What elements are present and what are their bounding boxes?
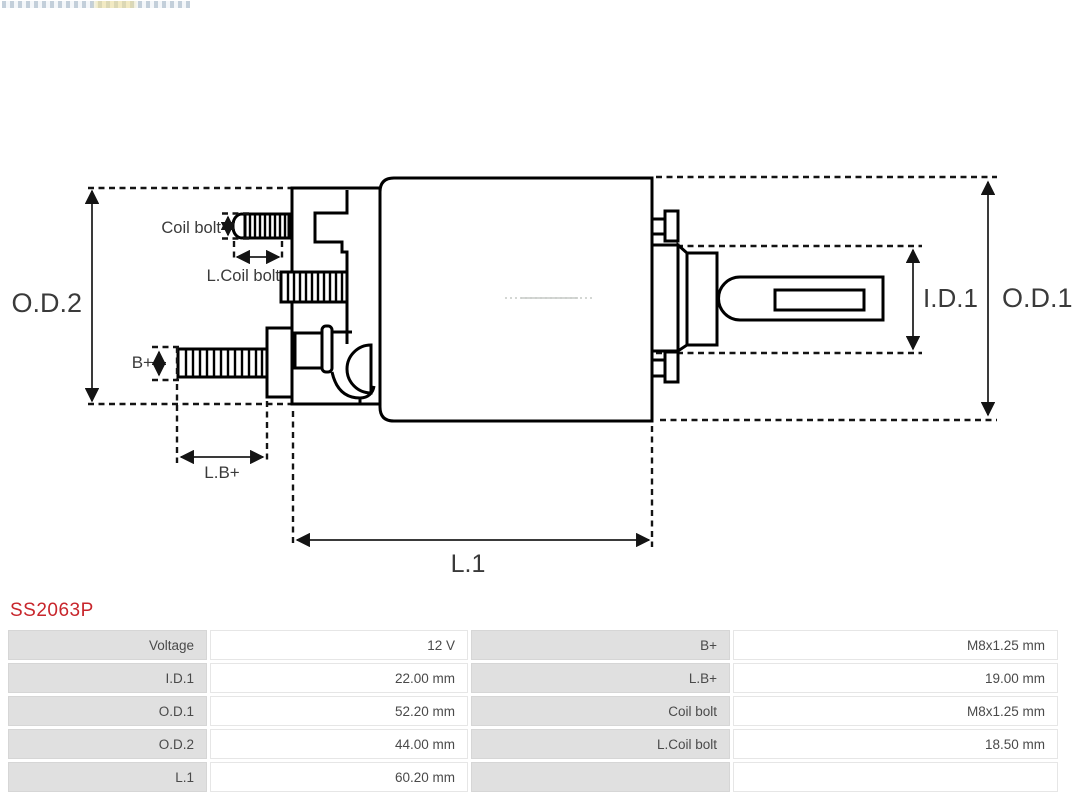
spec-label: Voltage — [8, 630, 207, 660]
dimension-lb-plus — [177, 384, 267, 482]
spec-value: M8x1.25 mm — [733, 630, 1058, 660]
spec-table — [8, 630, 1058, 792]
l1-label: L.1 — [450, 550, 486, 578]
b-plus-label: B+ — [131, 353, 153, 372]
spec-label: O.D.2 — [8, 729, 207, 759]
plunger-assembly — [652, 211, 883, 382]
spec-label: Coil bolt — [471, 696, 730, 726]
spec-label — [471, 762, 730, 792]
spec-value: 19.00 mm — [733, 663, 1058, 693]
lb-plus-label: L.B+ — [204, 463, 240, 482]
spec-value: 60.20 mm — [210, 762, 468, 792]
spec-label: O.D.1 — [8, 696, 207, 726]
coil-bolt — [233, 214, 289, 238]
spec-label: L.1 — [8, 762, 207, 792]
spec-value: M8x1.25 mm — [733, 696, 1058, 726]
l-coil-bolt-label: L.Coil bolt — [206, 267, 280, 285]
end-cap — [687, 253, 717, 345]
part-number: SS2063P — [10, 600, 94, 621]
spec-label: L.B+ — [471, 663, 730, 693]
spec-label: B+ — [471, 630, 730, 660]
spec-label: I.D.1 — [8, 663, 207, 693]
id1-label: I.D.1 — [923, 283, 978, 313]
b-plus-nut — [267, 328, 292, 397]
spec-label: L.Coil bolt — [471, 729, 730, 759]
solenoid-body — [380, 178, 652, 421]
od1-label: O.D.1 — [1002, 283, 1073, 313]
rod-slot — [775, 290, 864, 310]
b-plus-washer — [322, 326, 332, 372]
spec-value: 44.00 mm — [210, 729, 468, 759]
b-plus-bolt — [178, 328, 292, 397]
coil-bolt-label: Coil bolt — [161, 219, 221, 237]
dimension-b-plus — [132, 347, 179, 380]
end-flange — [652, 245, 678, 351]
spec-value: 52.20 mm — [210, 696, 468, 726]
spec-value: 18.50 mm — [733, 729, 1058, 759]
spec-value: 22.00 mm — [210, 663, 468, 693]
solenoid-cap — [281, 188, 380, 404]
dimension-l-coil-bolt — [207, 241, 282, 285]
b-plus-bushing — [295, 333, 323, 368]
spec-value: 12 V — [210, 630, 468, 660]
od2-label: O.D.2 — [11, 288, 82, 318]
spec-value — [733, 762, 1058, 792]
dimension-l1 — [293, 411, 652, 578]
